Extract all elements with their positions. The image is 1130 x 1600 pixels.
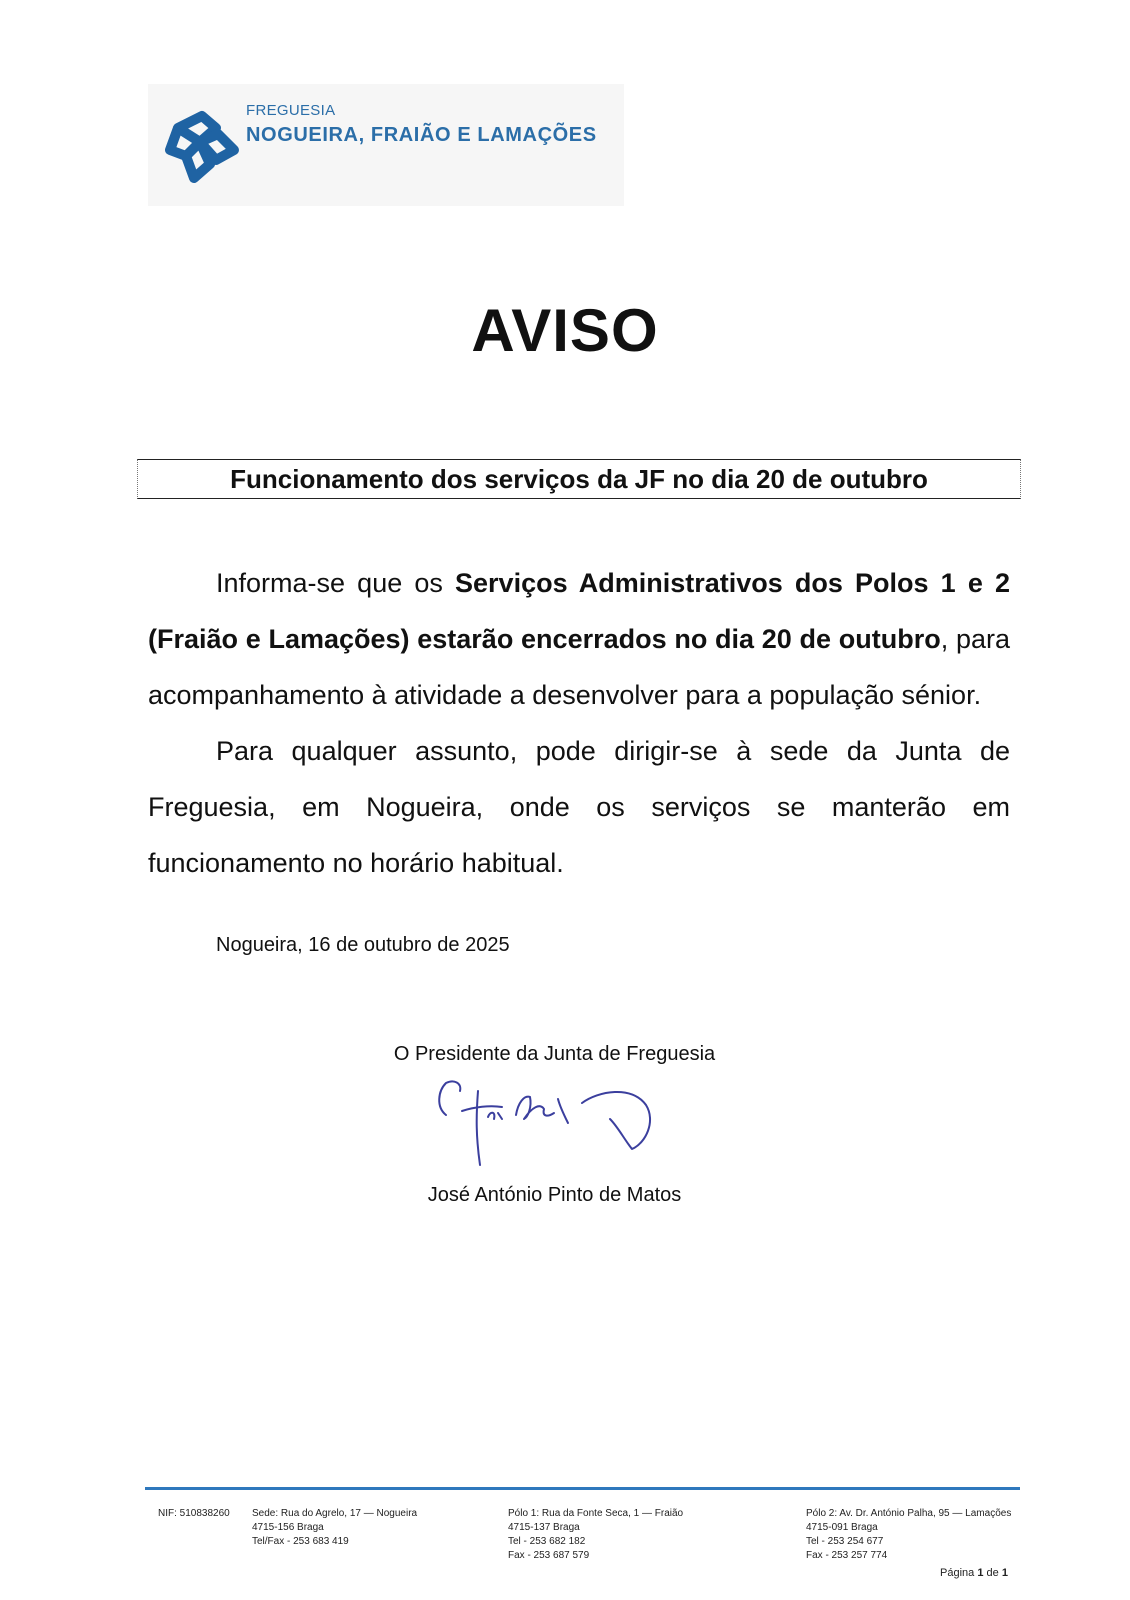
footer-polo2 xyxy=(806,1507,1011,1563)
paragraph-1 xyxy=(148,555,1010,723)
footer-polo1 xyxy=(508,1507,683,1563)
paragraph-2: Para qualquer assunto, pode dirigir-se à sede da Junta de Freguesia, em Nogueira, onde os serviços se manterão em funcionamento no horário habitual. xyxy=(148,736,1010,878)
signer-name: José António Pinto de Matos xyxy=(427,1184,682,1206)
paragraph-1-bold: Serviços Administrativos dos Polos 1 e 2 (Fraião e Lamações) estarão encerrados no dia 20 de outubro xyxy=(148,568,1010,654)
footer-polo2-line: Tel - 253 254 677 xyxy=(806,1536,884,1547)
footer-nif: NIF: 510838260 xyxy=(158,1508,230,1519)
logo-line2: NOGUEIRA, FRAIÃO E LAMAÇÕES xyxy=(246,124,597,146)
freguesia-logo xyxy=(148,84,624,206)
footer-polo1-line: Tel - 253 682 182 xyxy=(508,1536,586,1547)
footer-rule xyxy=(145,1487,1020,1490)
place-date: Nogueira, 16 de outubro de 2025 xyxy=(216,934,510,956)
notice-title: AVISO xyxy=(471,297,659,364)
subject-text: Funcionamento dos serviços da JF no dia 20 de outubro xyxy=(230,464,928,494)
footer-sede-line: Sede: Rua do Agrelo, 17 — Nogueira xyxy=(252,1508,418,1519)
logo-line1: FREGUESIA xyxy=(246,102,336,119)
footer-polo2-line: 4715-091 Braga xyxy=(806,1522,878,1533)
footer-sede-line: 4715-156 Braga xyxy=(252,1522,324,1533)
footer-sede-line: Tel/Fax - 253 683 419 xyxy=(252,1536,349,1547)
paragraph-1-intro: Informa-se que os xyxy=(216,568,456,598)
footer-polo2-line: Pólo 2: Av. Dr. António Palha, 95 — Lamações xyxy=(806,1508,1012,1519)
footer-polo2-line: Fax - 253 257 774 xyxy=(806,1550,888,1561)
signer-title: O Presidente da Junta de Freguesia xyxy=(393,1043,716,1065)
footer-polo1-line: 4715-137 Braga xyxy=(508,1522,580,1533)
paragraph-1-end: , para acompanhamento à atividade a desenvolver para a população sénior. xyxy=(148,624,1010,710)
footer-polo1-line: Fax - 253 687 579 xyxy=(508,1550,590,1561)
freguesia-logo-mark-icon xyxy=(160,98,244,188)
subject-box xyxy=(137,459,1021,499)
footer-sede xyxy=(252,1507,417,1549)
handwritten-signature xyxy=(432,1077,672,1177)
page-number: Página 1 de 1 xyxy=(940,1567,1008,1579)
notice-body xyxy=(148,555,1010,891)
footer-polo1-line: Pólo 1: Rua da Fonte Seca, 1 — Fraião xyxy=(508,1508,684,1519)
